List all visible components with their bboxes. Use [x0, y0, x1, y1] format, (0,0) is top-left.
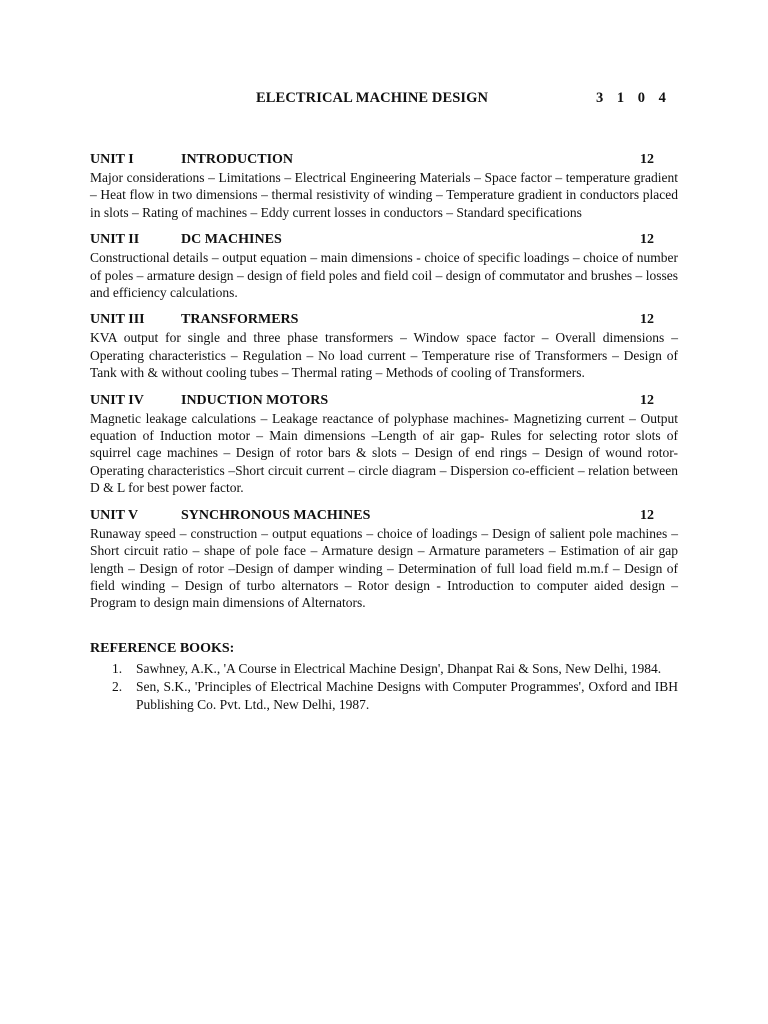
- unit-heading: [90, 311, 678, 329]
- syllabus-content: [90, 151, 678, 714]
- unit-section: [90, 151, 678, 221]
- reference-list: [90, 660, 678, 713]
- reference-item: [90, 660, 678, 677]
- unit-heading: [90, 507, 678, 525]
- unit-number: UNIT III: [90, 312, 145, 328]
- reference-text: Sen, S.K., 'Principles of Electrical Machine Designs with Computer Programmes', Oxford and IBH Publishing Co. Pvt. Ltd., New Delhi, 1987.: [136, 679, 678, 712]
- unit-heading: [90, 392, 678, 410]
- unit-title: SYNCHRONOUS MACHINES: [181, 507, 371, 523]
- unit-number: UNIT V: [90, 507, 139, 523]
- course-credits: 3 1 0 4: [596, 90, 671, 106]
- unit-hours: 12: [640, 312, 654, 328]
- reference-number: 1.: [112, 660, 123, 676]
- unit-description: Magnetic leakage calculations – Leakage reactance of polyphase machines- Magnetizing current – Output equation of Induction motor – Main dimensions –Length of air gap- Rules for selecting rotor slots of squirrel cage machines – Design of rotor bars & slots – Design of end rings – Design of wound rotor-Operating characteristics –Short circuit current – circle diagram – Dispersion co-efficient – relation between D & L for best power factor.: [90, 410, 678, 496]
- unit-section: [90, 507, 678, 612]
- unit-hours: 12: [640, 232, 654, 248]
- course-header: [256, 90, 676, 110]
- unit-number: UNIT II: [90, 232, 140, 248]
- unit-hours: 12: [640, 152, 654, 167]
- unit-heading: [90, 231, 678, 249]
- reference-books-heading: REFERENCE BOOKS:: [90, 640, 235, 656]
- unit-number: UNIT I: [90, 152, 134, 167]
- unit-description: Major considerations – Limitations – Electrical Engineering Materials – Space factor – temperature gradient – Heat flow in two dimensions – thermal resistivity of winding – Temperature gradient in conductors placed in slots – Rating of machines – Eddy current losses in conductors – Standard specifications: [90, 170, 678, 220]
- reference-item: [90, 678, 678, 713]
- unit-title: DC MACHINES: [181, 232, 282, 248]
- unit-hours: 12: [640, 392, 654, 408]
- unit-title: INDUCTION MOTORS: [181, 392, 329, 408]
- reference-text: Sawhney, A.K., 'A Course in Electrical Machine Design', Dhanpat Rai & Sons, New Delhi, 1984.: [136, 660, 662, 676]
- reference-books-section: [90, 640, 678, 713]
- unit-section: [90, 311, 678, 381]
- unit-section: [90, 231, 678, 301]
- unit-description: KVA output for single and three phase transformers – Window space factor – Overall dimensions – Operating characteristics – Regulation – No load current – Temperature rise of Transformers – Design of Tank with & without cooling tubes – Thermal rating – Methods of cooling of Transformers.: [90, 330, 678, 381]
- unit-description: Constructional details – output equation – main dimensions - choice of specific loadings – choice of number of poles – armature design – design of field poles and field coil – design of commutator and brushes – losses and efficiency calculations.: [90, 250, 678, 301]
- unit-heading: [90, 151, 678, 169]
- unit-number: UNIT IV: [90, 392, 144, 408]
- course-title: ELECTRICAL MACHINE DESIGN: [256, 90, 489, 106]
- unit-title: INTRODUCTION: [181, 152, 294, 167]
- unit-title: TRANSFORMERS: [181, 312, 299, 328]
- unit-hours: 12: [640, 507, 654, 523]
- unit-description: Runaway speed – construction – output equations – choice of loadings – Design of salient pole machines – Short circuit ratio – shape of pole face – Armature design – Armature parameters – Estimation of air gap length – Design of rotor –Design of damper winding – Determination of full load field m.m.f – Design of field winding – Design of turbo alternators – Rotor design - Introduction to computer aided design – Program to design main dimensions of Alternators.: [90, 525, 678, 611]
- unit-section: [90, 392, 678, 497]
- reference-number: 2.: [112, 679, 123, 695]
